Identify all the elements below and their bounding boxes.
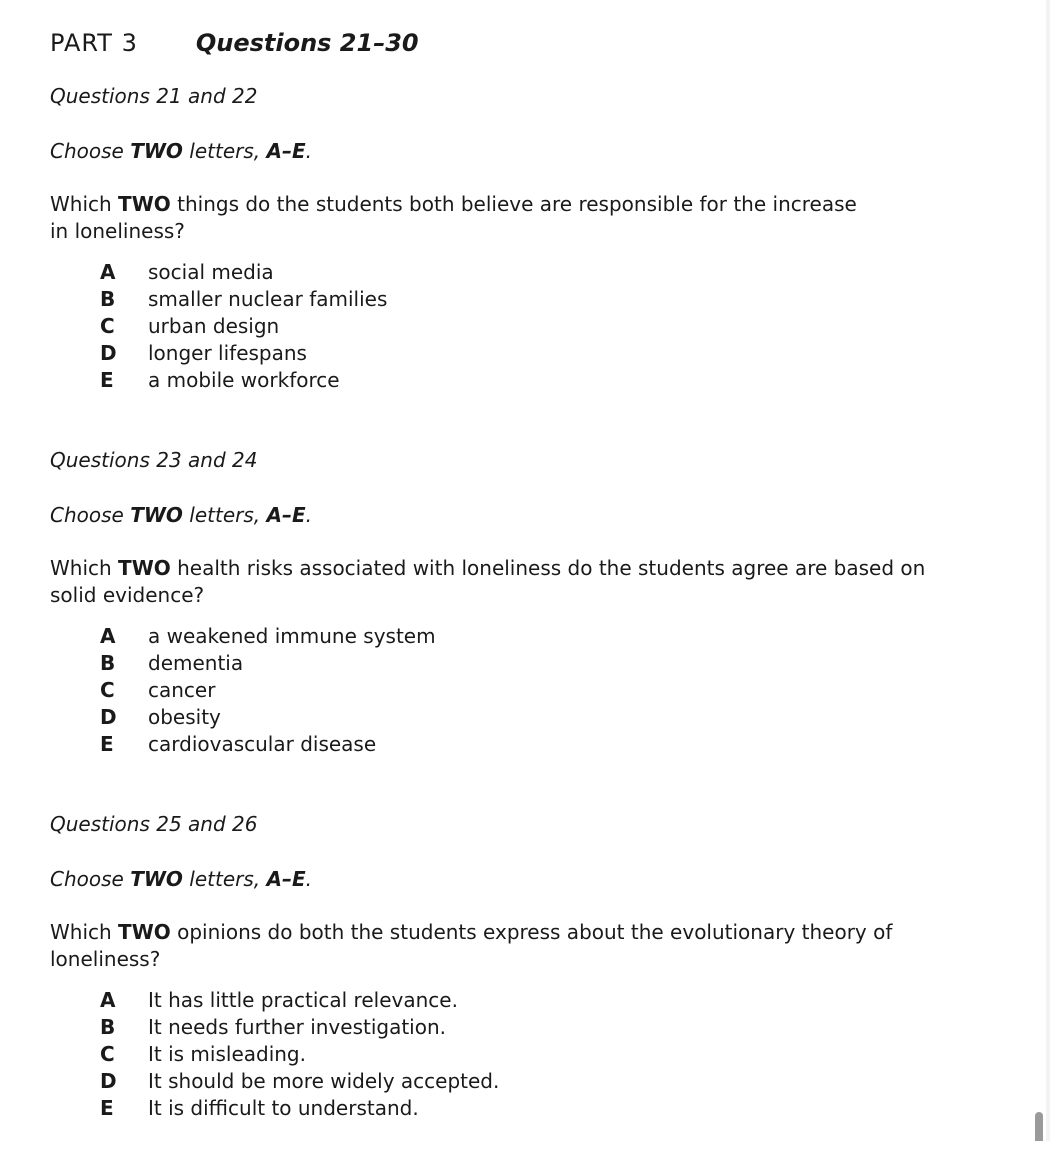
answer-option [50,313,950,340]
option-text: It has little practical relevance. [148,988,458,1012]
question-text-line2: solid evidence? [50,583,205,607]
question-text [50,555,950,609]
option-text: It is misleading. [148,1042,306,1066]
answer-option [50,704,950,731]
question-text-line2: in loneliness? [50,219,185,243]
answer-option [50,731,950,758]
option-text: It should be more widely accepted. [148,1069,500,1093]
instruction [50,866,950,893]
option-letter: E [100,732,114,756]
group-heading: Questions 25 and 26 [50,812,258,836]
options-list [50,623,950,758]
answer-option [50,1095,950,1122]
instruction [50,138,950,165]
option-text: cardiovascular disease [148,732,377,756]
options-list [50,259,950,394]
group-heading: Questions 21 and 22 [50,84,258,108]
answer-option [50,677,950,704]
question-group [50,447,950,758]
option-letter: A [100,260,116,284]
question-text-part: Which [50,920,119,944]
part-title [50,26,419,60]
instruction-text: letters, [182,139,267,163]
option-letter: C [100,678,115,702]
option-letter: E [100,368,114,392]
option-letter: D [100,705,117,729]
question-text-part: Which [50,556,119,580]
option-text: cancer [148,678,216,702]
answer-option [50,650,950,677]
answer-option [50,623,950,650]
option-letter: B [100,287,116,311]
instruction-text: Choose [50,867,131,891]
option-letter: B [100,1015,116,1039]
option-text: obesity [148,705,221,729]
question-group [50,811,950,1122]
option-text: a mobile workforce [148,368,340,392]
answer-option [50,1041,950,1068]
instruction-range: A–E [266,139,306,163]
instruction-text: . [305,867,312,891]
option-letter: D [100,1069,117,1093]
part-label: PART 3 [50,29,138,57]
option-letter: E [100,1096,114,1120]
question-bold: TWO [118,192,171,216]
instruction-bold: TWO [130,867,183,891]
answer-option [50,987,950,1014]
question-text-part: health risks associated with loneliness do the students agree are based on [170,556,926,580]
instruction-bold: TWO [130,139,183,163]
question-group [50,83,950,394]
question-text [50,919,950,973]
question-text-part: Which [50,192,119,216]
option-letter: B [100,651,116,675]
option-text: urban design [148,314,280,338]
answer-option [50,1068,950,1095]
option-text: social media [148,260,274,284]
answer-option [50,1014,950,1041]
instruction-text: letters, [182,503,267,527]
question-text [50,191,950,245]
instruction-text: letters, [182,867,267,891]
option-text: a weakened immune system [148,624,436,648]
instruction-text: . [305,139,312,163]
group-heading: Questions 23 and 24 [50,448,258,472]
scrollbar-track[interactable] [1046,0,1050,1141]
options-list [50,987,950,1122]
instruction-range: A–E [266,867,306,891]
answer-option [50,286,950,313]
instruction-text: . [305,503,312,527]
option-letter: A [100,988,116,1012]
option-letter: C [100,1042,115,1066]
answer-option [50,259,950,286]
scrollbar-thumb[interactable] [1035,1112,1043,1141]
answer-option [50,367,950,394]
option-text: dementia [148,651,244,675]
question-text-part: things do the students both believe are responsible for the increase [170,192,857,216]
question-text-line2: loneliness? [50,947,161,971]
instruction-bold: TWO [130,503,183,527]
questions-range: Questions 21–30 [195,29,419,57]
instruction-range: A–E [266,503,306,527]
question-text-part: opinions do both the students express about the evolutionary theory of [170,920,893,944]
option-text: It needs further investigation. [148,1015,447,1039]
option-text: It is difficult to understand. [148,1096,419,1120]
question-bold: TWO [118,920,171,944]
instruction-text: Choose [50,139,131,163]
option-letter: A [100,624,116,648]
instruction-text: Choose [50,503,131,527]
option-text: longer lifespans [148,341,307,365]
question-bold: TWO [118,556,171,580]
questions-content [50,83,950,1175]
answer-option [50,340,950,367]
instruction [50,502,950,529]
option-letter: D [100,341,117,365]
option-text: smaller nuclear families [148,287,388,311]
option-letter: C [100,314,115,338]
